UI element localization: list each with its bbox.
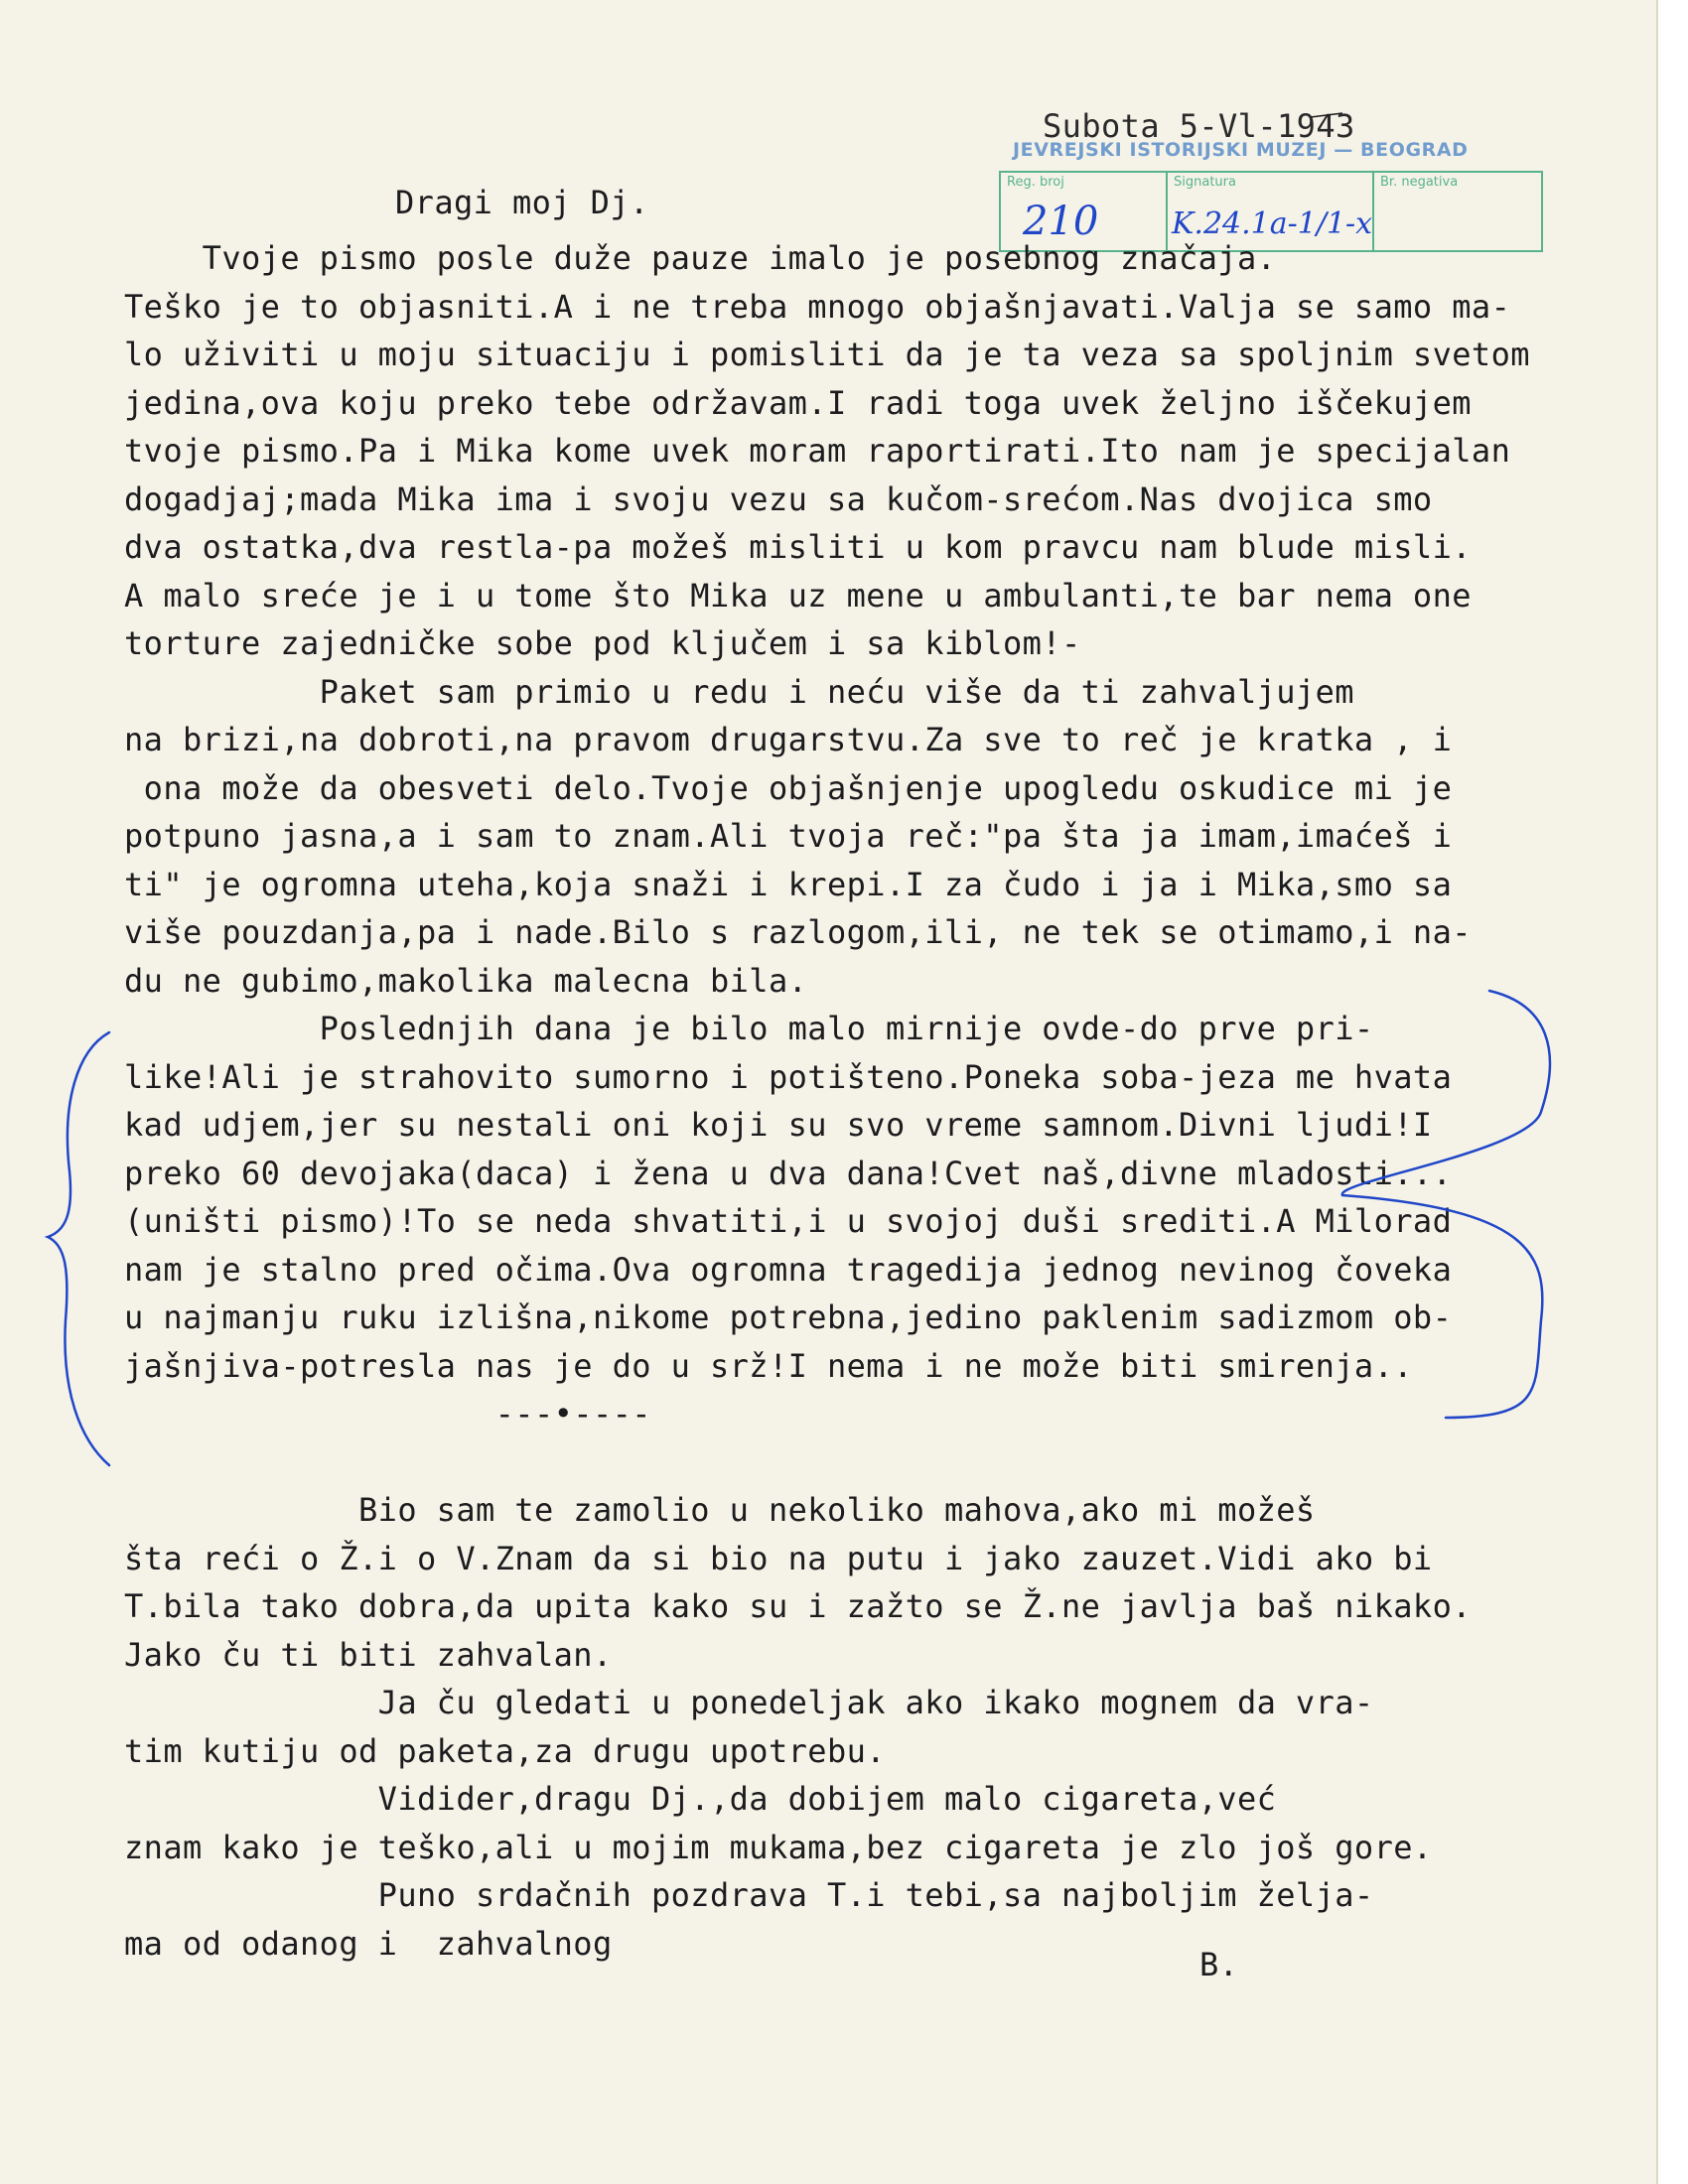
letter-line: potpuno jasna,a i sam to znam.Ali tvoja reč:"pa šta ja imam,imaćeš i [124, 817, 1453, 855]
letter-line: Tvoje pismo posle duže pauze imalo je posebnog značaja. [124, 239, 1277, 277]
right-pen-brace [1342, 991, 1550, 1418]
letter-salutation: Dragi moj Dj. [395, 184, 649, 221]
letter-line: Vidider,dragu Dj.,da dobijem malo cigareta,već [124, 1780, 1277, 1818]
museum-stamp-title: JEVREJSKI ISTORIJSKI MUZEJ — BEOGRAD [1013, 139, 1469, 161]
letter-line: ma od odanog i zahvalnog [124, 1924, 613, 1963]
stamp-label-negative: Br. negativa [1380, 175, 1459, 190]
letter-line: (uništi pismo)!To se neda shvatiti,i u svojoj duši srediti.A Milorad [124, 1202, 1453, 1240]
letter-line: ona može da obesveti delo.Tvoje objašnjenje upogledu oskudice mi je [124, 768, 1453, 807]
letter-line: ti" je ogromna uteha,koja snaži i krepi.I za čudo i ja i Mika,smo sa [124, 865, 1453, 903]
stamp-label-signature: Signatura [1174, 175, 1236, 190]
letter-line: preko 60 devojaka(daca) i žena u dva dana!Cvet naš,divne mladosti... [124, 1154, 1453, 1192]
letter-line: tvoje pismo.Pa i Mika kome uvek moram raportirati.Ito nam je specijalan [124, 432, 1511, 470]
letter-line: dogadjaj;mada Mika ima i svoju vezu sa kučom-srećom.Nas dvojica smo [124, 479, 1433, 518]
handwritten-reg-number: 210 [1023, 199, 1099, 244]
letter-line: torture zajedničke sobe pod ključem i sa kiblom!- [124, 624, 1081, 662]
letter-date: Subota 5-Vl-1943 [1043, 107, 1355, 145]
letter-line: like!Ali je strahovito sumorno i potišteno.Poneka soba-jeza me hvata [124, 1057, 1453, 1096]
letter-line: šta reći o Ž.i o V.Znam da si bio na putu i jako zauzet.Vidi ako bi [124, 1539, 1433, 1577]
letter-line: Ja ču gledati u ponedeljak ako ikako mognem da vra- [124, 1684, 1374, 1721]
letter-line: Bio sam te zamolio u nekoliko mahova,ako mi možeš [124, 1491, 1316, 1529]
letter-line: u najmanju ruku izlišna,nikome potrebna,jedino paklenim sadizmom ob- [124, 1298, 1453, 1336]
letter-line: T.bila tako dobra,da upita kako su i zažto se Ž.ne javlja baš nikako. [124, 1587, 1472, 1625]
left-pen-brace [48, 1032, 109, 1465]
letter-line: A malo sreće je i u tome što Mika uz mene u ambulanti,te bar nema one [124, 576, 1472, 614]
letter-line: ---•---- [124, 1395, 651, 1433]
letter-line: tim kutiju od paketa,za drugu upotrebu. [124, 1731, 886, 1770]
letter-line: dva ostatka,dva restla-pa možeš misliti u kom pravcu nam blude misli. [124, 528, 1472, 566]
letter-line: više pouzdanja,pa i nade.Bilo s razlogom,ili, ne tek se otimamo,i na- [124, 913, 1472, 951]
letter-line: lo uživiti u moju situaciju i pomisliti da je ta veza sa spoljnim svetom [124, 336, 1530, 373]
letter-line: kad udjem,jer su nestali oni koji su svo vreme samnom.Divni ljudi!I [124, 1106, 1433, 1144]
letter-line: Poslednjih dana je bilo malo mirnije ovde-do prve pri- [124, 1010, 1374, 1047]
letter-line: Teško je to objasniti.A i ne treba mnogo objašnjavati.Valja se samo ma- [124, 287, 1511, 326]
letter-line: jašnjiva-potresla nas je do u srž!I nema i ne može biti smirenja.. [124, 1346, 1413, 1385]
letter-line: du ne gubimo,makolika malecna bila. [124, 961, 808, 1000]
letter-line: Puno srdačnih pozdrava T.i tebi,sa najboljim želja- [124, 1876, 1374, 1914]
stamp-label-reg: Reg. broj [1007, 175, 1064, 190]
date-pen-tick [1311, 113, 1342, 117]
letter-line: jedina,ova koju preko tebe održavam.I radi toga uvek željno iščekujem [124, 383, 1472, 422]
letter-line: na brizi,na dobroti,na pravom drugarstvu.Za sve to reč je kratka , i [124, 721, 1453, 758]
handwritten-signature-code: K.24.1a-1/1-x [1172, 206, 1373, 241]
letter-line: Paket sam primio u redu i neću više da ti zahvaljujem [124, 672, 1354, 711]
letter-line: Jako ču ti biti zahvalan. [124, 1635, 613, 1674]
letter-line: nam je stalno pred očima.Ova ogromna tragedija jednog nevinog čoveka [124, 1250, 1453, 1289]
letter-line: znam kako je teško,ali u mojim mukama,bez cigareta je zlo još gore. [124, 1828, 1433, 1866]
letter-signature: B. [1199, 1946, 1239, 1983]
